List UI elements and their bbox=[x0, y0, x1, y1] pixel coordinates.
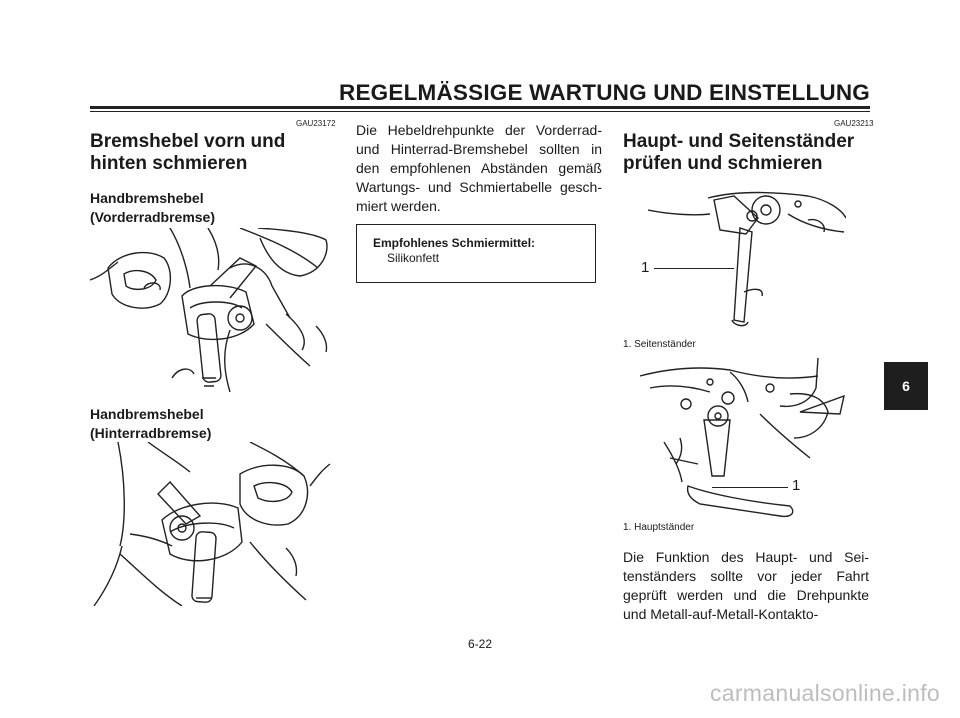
section-title-stands: Haupt- und Seitenständer prüfen und schmieren bbox=[623, 131, 855, 174]
section-code: GAU23172 bbox=[296, 119, 336, 128]
chapter-tab[interactable]: 6 bbox=[884, 362, 928, 410]
recommended-lubricant-value: Silikonfett bbox=[387, 251, 440, 265]
page-number: 6-22 bbox=[467, 637, 493, 651]
sidestand-caption: 1. Seitenständer bbox=[623, 339, 696, 350]
watermark: carmanualsonline.info bbox=[709, 680, 940, 706]
stand-instructions: Die Funktion des Haupt- und Sei- tenständers sollte vor jeder Fahrt geprüft werden und die Drehpunkte und Metall-auf-Metall-Kontakto- bbox=[623, 549, 869, 622]
brake-lever-instructions: Die Hebeldrehpunkte der Vorderrad- und Hinterrad-Bremshebel sollten in den empfohlenen Abständen gemäß Wartungs- und Schmiertabelle gesch- miert werden. bbox=[356, 122, 602, 214]
front-brake-lever-illustration bbox=[90, 228, 332, 392]
recommended-lubricant-box bbox=[356, 224, 596, 283]
front-brake-lever-label: Handbremshebel (Vorderradbremse) bbox=[90, 190, 216, 225]
rear-brake-lever-illustration bbox=[90, 442, 332, 606]
sidestand-leader-line bbox=[654, 268, 734, 269]
centerstand-caption: 1. Hauptständer bbox=[623, 522, 695, 533]
rear-brake-lever-label: Handbremshebel (Hinterradbremse) bbox=[90, 406, 212, 441]
sidestand-callout-number: 1 bbox=[641, 259, 650, 276]
section-title-brake-levers: Bremshebel vorn und hinten schmieren bbox=[90, 131, 286, 174]
sidestand-illustration bbox=[648, 188, 846, 328]
centerstand-callout-number: 1 bbox=[792, 477, 801, 494]
page-header-title: REGELMÄSSIGE WARTUNG UND EINSTELLUNG bbox=[339, 80, 870, 105]
recommended-lubricant-title: Empfohlenes Schmiermittel: bbox=[373, 236, 536, 250]
header-rule-thin bbox=[90, 111, 870, 112]
centerstand-leader-line bbox=[712, 487, 788, 488]
centerstand-illustration bbox=[640, 358, 848, 518]
section-code-stands: GAU23213 bbox=[834, 119, 874, 128]
header-rule-thick bbox=[90, 106, 870, 109]
